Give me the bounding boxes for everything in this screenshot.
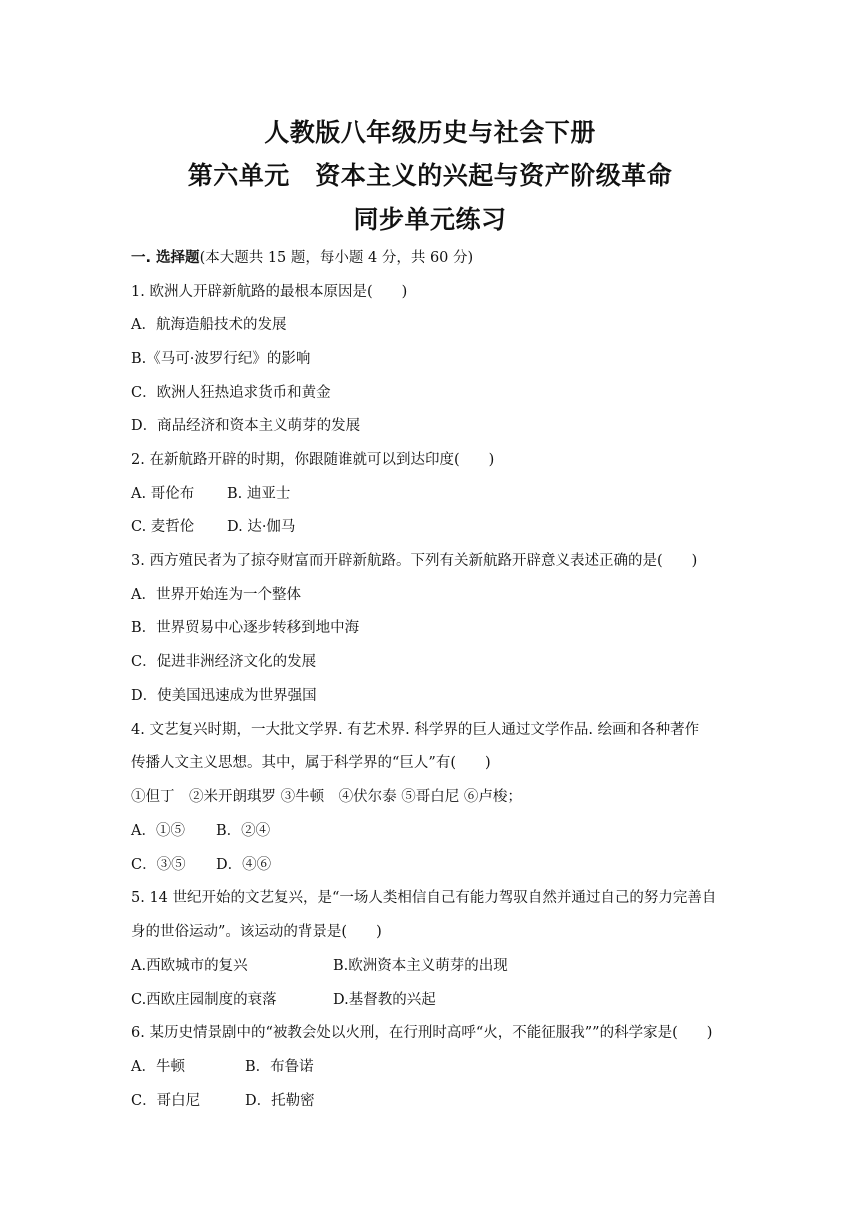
section-heading <box>131 248 473 268</box>
question-3-option-a: A．世界开始连为一个整体 <box>131 587 301 603</box>
question-2-option-b: B. 迪亚士 <box>227 486 291 502</box>
exercise-title: 同步单元练习 <box>353 205 507 234</box>
question-2-option-c: C. 麦哲伦 <box>131 519 195 535</box>
question-5-option-a: A.西欧城市的复兴 <box>131 958 248 974</box>
question-5-option-d: D.基督教的兴起 <box>333 992 436 1008</box>
question-5-option-b: B.欧洲资本主义萌芽的出现 <box>333 958 508 974</box>
question-5-stem-line-1: 5. 14 世纪开始的文艺复兴，是“一场人类相信自己有能力驾驭自然并通过自己的努力完善自 <box>131 890 717 906</box>
document-title: 人教版八年级历史与社会下册 <box>264 118 596 147</box>
section-info: (本大题共 15 题，每小题 4 分，共 60 分) <box>199 250 474 266</box>
question-2-stem: 2. 在新航路开辟的时期，你跟随谁就可以到达印度( ) <box>131 452 495 468</box>
unit-title: 第六单元 资本主义的兴起与资产阶级革命 <box>187 161 673 190</box>
question-4-option-d: D．④⑥ <box>216 857 272 873</box>
question-2-option-a: A. 哥伦布 <box>131 486 195 502</box>
question-3-option-d: D．使美国迅速成为世界强国 <box>131 688 317 704</box>
question-6-option-c: C．哥白尼 <box>131 1093 201 1109</box>
question-4-option-a: A．①⑤ <box>131 823 185 839</box>
question-3-option-b: B．世界贸易中心逐步转移到地中海 <box>131 620 360 636</box>
question-6-option-d: D．托勒密 <box>245 1093 315 1109</box>
question-1-option-a: A．航海造船技术的发展 <box>131 317 287 333</box>
question-4-stem-line-2: 传播人文主义思想。其中，属于科学界的“巨人”有( ) <box>131 755 491 771</box>
question-4-stem-line-1: 4. 文艺复兴时期，一大批文学界. 有艺术界. 科学界的巨人通过文学作品. 绘画和各种著作 <box>131 722 700 738</box>
question-1-option-b: B.《马可·波罗行纪》的影响 <box>131 351 311 367</box>
question-5-stem-line-2: 身的世俗运动”。该运动的背景是( ) <box>131 924 382 940</box>
question-4-option-c: C．③⑤ <box>131 857 186 873</box>
question-6-option-a: A．牛顿 <box>131 1059 185 1075</box>
question-3-option-c: C．促进非洲经济文化的发展 <box>131 654 317 670</box>
question-5-option-c: C.西欧庄园制度的衰落 <box>131 992 277 1008</box>
question-4-option-b: B．②④ <box>216 823 271 839</box>
question-3-stem: 3. 西方殖民者为了掠夺财富而开辟新航路。下列有关新航路开辟意义表述正确的是( ) <box>131 553 698 569</box>
question-1-option-d: D．商品经济和资本主义萌芽的发展 <box>131 418 361 434</box>
question-1-option-c: C．欧洲人狂热追求货币和黄金 <box>131 385 331 401</box>
question-6-stem: 6. 某历史情景剧中的“被教会处以火刑，在行刑时高呼“火，不能征服我””的科学家是( ) <box>131 1025 713 1041</box>
question-2-option-d: D. 达·伽马 <box>227 519 296 535</box>
question-4-items: ①但丁 ②米开朗琪罗 ③牛顿 ④伏尔泰 ⑤哥白尼 ⑥卢梭； <box>131 789 522 805</box>
section-label: 一. 选择题 <box>131 250 200 266</box>
question-1-stem: 1. 欧洲人开辟新航路的最根本原因是( ) <box>131 284 408 300</box>
question-6-option-b: B．布鲁诺 <box>245 1059 314 1075</box>
